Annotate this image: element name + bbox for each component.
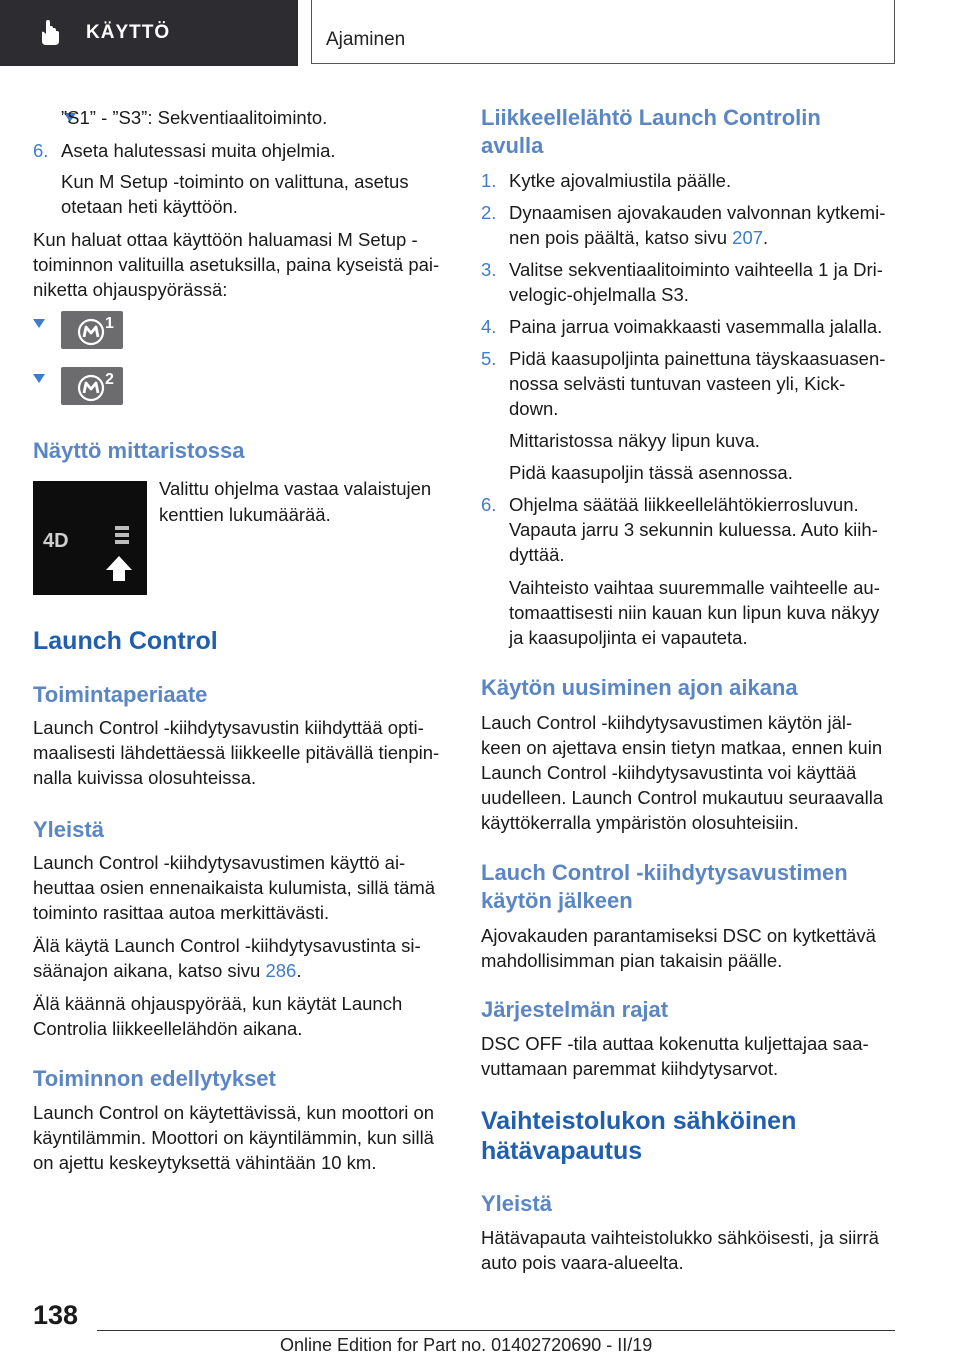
step-text: nossa selvästi tuntuvan vasteen yli, Kick- [509,373,846,394]
svg-text:1: 1 [105,315,114,332]
step-number: 6. [33,140,49,161]
paragraph: maalisesti lähdettäessä liikkeelle pitävällä tienpin- [33,742,440,763]
paragraph: Kun haluat ottaa käyttöön haluamasi M Setup - [33,229,418,250]
heading-principle: Toimintaperiaate [33,682,208,707]
heading-system-limits: Järjestelmän rajat [481,997,669,1022]
step-text-with-link: nen pois päältä, katso sivu 207. [509,227,769,248]
gear-indicator-graphic [33,481,147,595]
paragraph-with-link: säänajon aikana, katso sivu 286. [33,960,302,981]
step-number: 1. [481,170,497,191]
paragraph: Hätävapauta vaihteistolukko sähköisesti, ja siirrä [481,1227,879,1248]
page-link-207[interactable]: 207 [732,227,764,248]
svg-text:2: 2 [105,371,114,388]
step-number: 2. [481,202,497,223]
paragraph: Älä käännä ohjauspyörää, kun käytät Launch [33,993,403,1014]
paragraph: Launch Control -kiihdytysavustinta voi käyttää [481,762,857,783]
step-text: Aseta halutessasi muita ohjelmia. [61,140,336,161]
paragraph: on ajettu keskeytyksettä vähintään 10 km. [33,1152,377,1173]
step-text: Ohjelma säätää liikkeellelähtökierrosluvun. [509,494,859,515]
heading-after-use: Lauch Control -kiihdytysavustimen [481,860,848,885]
step-subtext: Vaihteisto vaihtaa suuremmalle vaihteelle au- [509,577,880,598]
m1-button-image [61,311,123,349]
display-text: kenttien lukumäärää. [159,504,331,525]
paragraph: keen on ajettava ensin tietyn matkaa, ennen kuin [481,737,883,758]
step-subtext: Kun M Setup -toiminto on valittuna, asetus [61,171,409,192]
step-text: Vapauta jarru 3 sekunnin kuluessa. Auto kiih- [509,519,878,540]
heading-general: Yleistä [481,1191,552,1216]
svg-text:4D: 4D [43,530,69,552]
step-number: 4. [481,316,497,337]
page-link-286[interactable]: 286 [265,960,297,981]
step-number: 5. [481,348,497,369]
paragraph: Launch Control on käytettävissä, kun moottori on [33,1102,435,1123]
chapter-title: Ajaminen [326,29,406,50]
bullet-triangle-icon [33,374,45,383]
m2-icon [61,367,123,405]
heading-general: Yleistä [33,817,104,842]
paragraph: vuttamaan paremmat kiihdytysarvot. [481,1058,779,1079]
section-title: KÄYTTÖ [86,22,171,43]
heading-prerequisites: Toiminnon edellytykset [33,1066,276,1091]
step-text: Pidä kaasupoljinta painettuna täyskaasuasen- [509,348,886,369]
heading-display: Näyttö mittaristossa [33,438,245,463]
m1-icon [61,311,123,349]
heading-start: Liikkeellelähtö Launch Controlin [481,105,821,130]
hand-pointer-icon [36,19,64,47]
paragraph: käyntilämmin. Moottori on käyntilämmin, kun sillä [33,1127,434,1148]
heading-gear-lock: hätävapautus [481,1137,643,1165]
step-text: down. [509,398,559,419]
paragraph: Launch Control -kiihdytysavustimen käyttö ai- [33,852,406,873]
paragraph: Ajovakauden parantamiseksi DSC on kytkettävä [481,925,876,946]
bullet-s1-s3: ”S1” - ”S3”: Sekventiaalitoiminto. [61,107,328,128]
paragraph: nalla kuivissa olosuhteissa. [33,767,257,788]
step-text: dyttää. [509,544,565,565]
paragraph: käyttökerralla ympäristön olosuhteisiin. [481,812,799,833]
paragraph: Launch Control -kiihdytysavustin kiihdyttää opti- [33,717,424,738]
paragraph: mahdollisimman pian takaisin päälle. [481,950,783,971]
heading-launch-control: Launch Control [33,627,218,655]
page-number: 138 [33,1300,79,1330]
edition-text: Online Edition for Part no. 01402720690 - II/19 [280,1335,653,1355]
paragraph: heuttaa osien ennenaikaista kulumista, sillä tämä [33,877,436,898]
paragraph: Lauch Control -kiihdytysavustimen käytön jäl- [481,712,853,733]
step-text: Paina jarrua voimakkaasti vasemmalla jalalla. [509,316,883,337]
heading-start: avulla [481,133,544,158]
paragraph: toiminto rasittaa autoa merkittävästi. [33,902,330,923]
bullet-triangle-icon [33,319,45,328]
step-number: 3. [481,259,497,280]
step-text: Valitse sekventiaalitoiminto vaihteella 1 ja Dri- [509,259,883,280]
heading-gear-lock: Vaihteistolukon sähköinen [481,1107,797,1135]
paragraph: niketta ohjauspyörässä: [33,279,228,300]
section-tab [0,0,298,66]
paragraph: DSC OFF -tila auttaa kokenutta kuljettajaa saa- [481,1033,869,1054]
chapter-tab [311,0,895,64]
m2-button-image [61,367,123,405]
footer-divider [97,1330,895,1331]
step-subtext: otetaan heti käyttöön. [61,196,238,217]
step-subtext: ja kaasupoljinta ei vapauteta. [509,627,748,648]
step-number: 6. [481,494,497,515]
step-subtext: Mittaristossa näkyy lipun kuva. [509,430,760,451]
display-text: Valittu ohjelma vastaa valaistujen [159,478,432,499]
heading-after-use: käytön jälkeen [481,888,633,913]
paragraph: Älä käytä Launch Control -kiihdytysavustinta si- [33,935,421,956]
step-subtext: tomaattisesti niin kauan kun lipun kuva näkyy [509,602,880,623]
paragraph: auto pois vaara-alueelta. [481,1252,684,1273]
step-text: Kytke ajovalmiustila päälle. [509,170,732,191]
step-text: velogic-ohjelmalla S3. [509,284,689,305]
step-text: Dynaamisen ajovakauden valvonnan kytkemi- [509,202,886,223]
step-subtext: Pidä kaasupoljin tässä asennossa. [509,462,793,483]
paragraph: toiminnon valituilla asetuksilla, paina kyseistä pai- [33,254,440,275]
upshift-arrow-icon [106,556,132,581]
instrument-cluster-image [33,481,147,595]
paragraph: uudelleen. Launch Control mukautuu seuraavalla [481,787,884,808]
paragraph: Controlia liikkeellelähdön aikana. [33,1018,303,1039]
heading-reuse: Käytön uusiminen ajon aikana [481,675,798,700]
